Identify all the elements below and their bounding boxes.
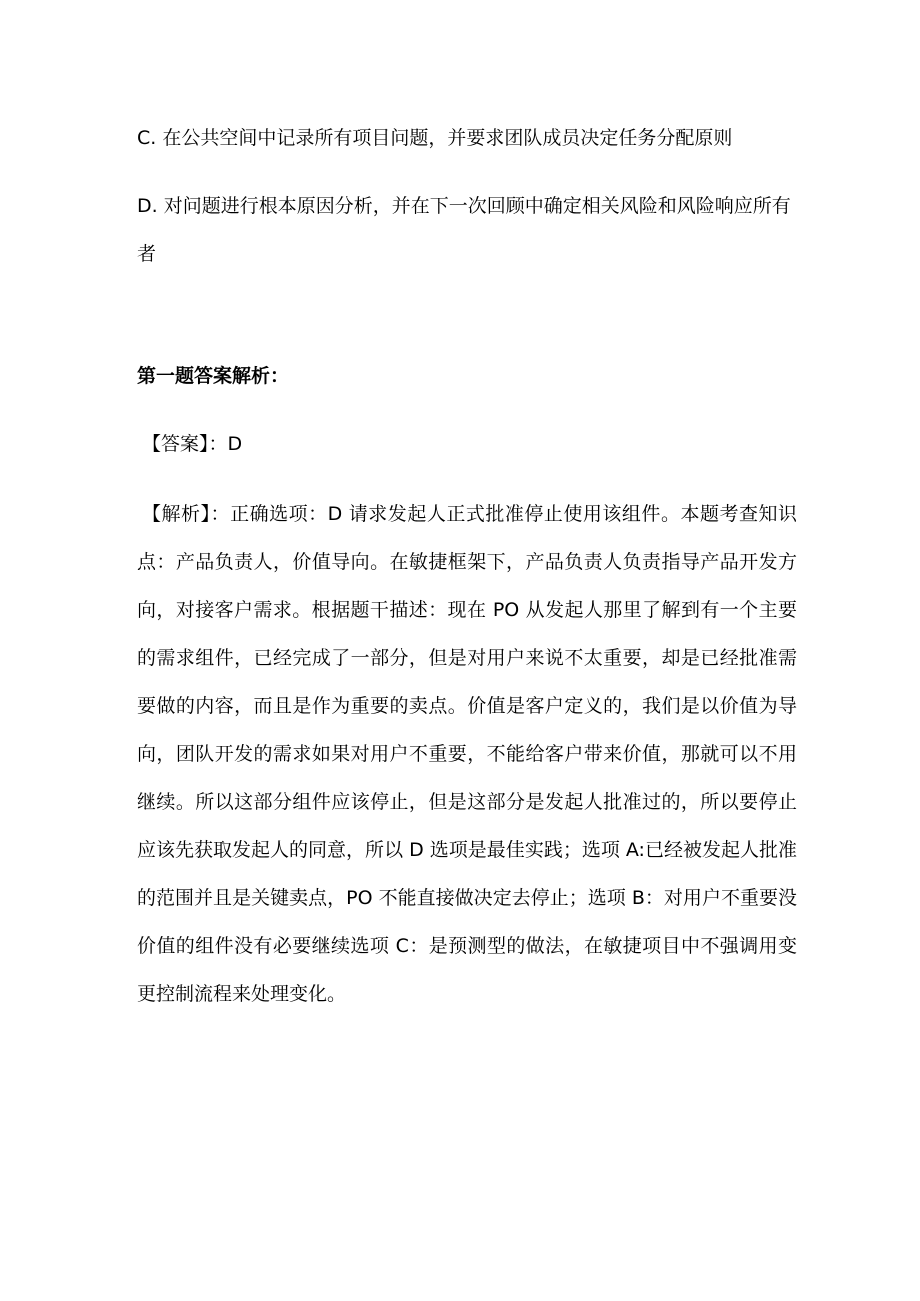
analysis-paragraph (137, 490, 797, 1018)
analysis-label: 【解析】： (142, 503, 231, 525)
answer-label: 【答案】： (142, 433, 228, 455)
section-heading: 第一题答案解析： (137, 365, 290, 387)
option-c: C. 在公共空间中记录所有项目问题，并要求团队成员决定任务分配原则 (137, 127, 733, 149)
answer-line (142, 420, 242, 468)
analysis-text: 正确选项：D 请求发起人正式批准停止使用该组件。本题考查知识点：产品负责人，价值导向。在敏捷框架下，产品负责人负责指导产品开发方向，对接客户需求。根据题干描述：现在 PO 从发起人那里了解到有一个主要的需求组件，已经完成了一部分，但是对用户来说不太重要，却是已经批准需要做的内容，而且是作为重要的卖点。价值是客户定义的，我们是以价值为导向，团队开发的需求如果对用户不重要，不能给客户带来价值，那就可以不用继续。所以这部分组件应该停止，但是这部分是发起人批准过的，所以要停止应该先获取发起人的同意，所以 D 选项是最佳实践；选项 A:已经被发起人批准的范围并且是关键卖点，PO 不能直接做决定去停止；选项 B：对用户不重要没价值的组件没有必要继续选项 C：是预测型的做法，在敏捷项目中不强调用变更控制流程来处理变化。 (137, 503, 797, 1005)
answer-value: D (227, 433, 243, 455)
option-d: D. 对问题进行根本原因分析，并在下一次回顾中确定相关风险和风险响应所有者 (137, 195, 791, 265)
